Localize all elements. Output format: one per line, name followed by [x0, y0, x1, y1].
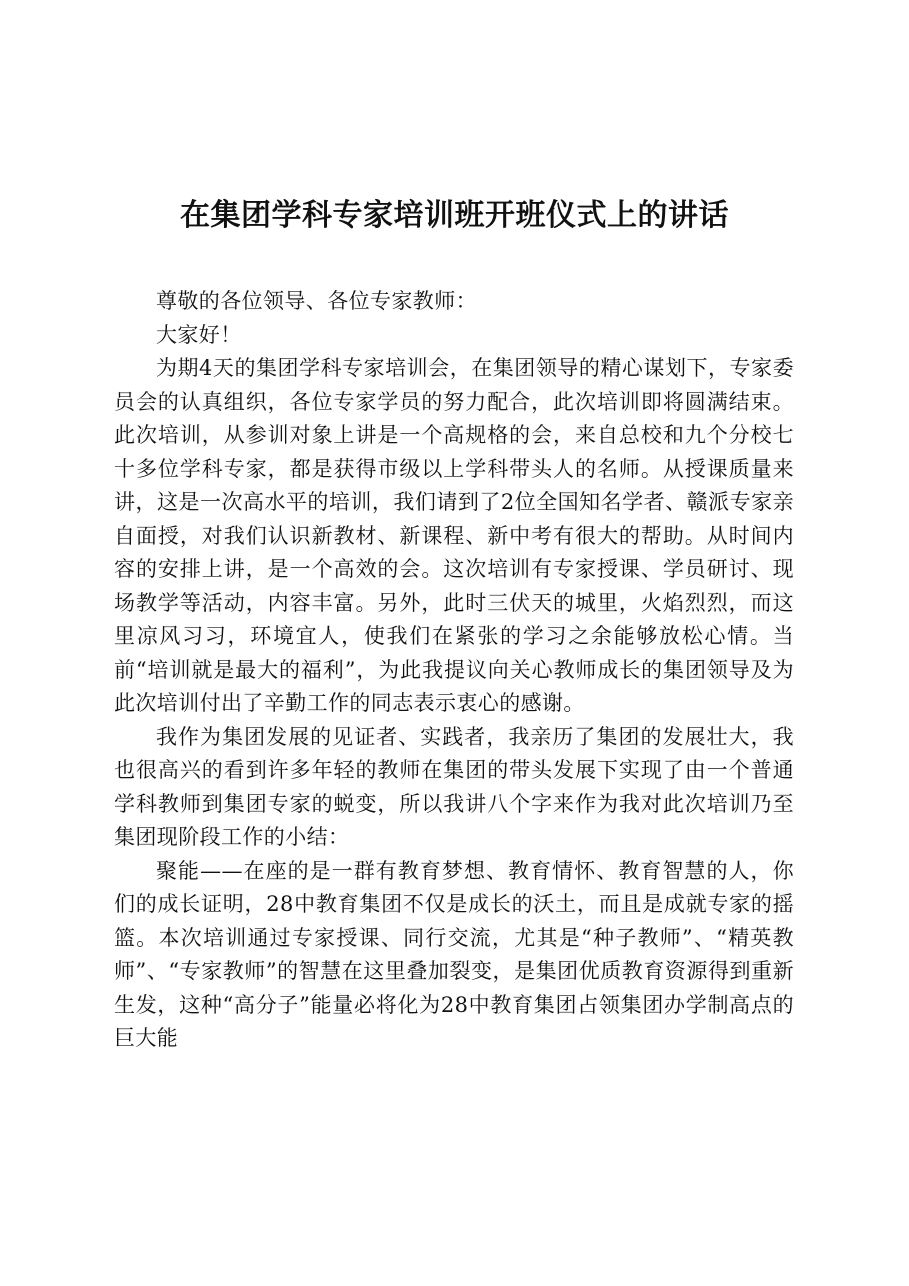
paragraph-1: 为期4天的集团学科专家培训会，在集团领导的精心谋划下，专家委员会的认真组织，各位专家学员的努力配合，此次培训即将圆满结束。此次培训，从参训对象上讲是一个高规格的会，来自总校和九个分校七十多位学科专家，都是获得市级以上学科带头人的名师。从授课质量来讲，这是一次高水平的培训，我们请到了2位全国知名学者、赣派专家亲自面授，对我们认识新教材、新课程、新中考有很大的帮助。从时间内容的安排上讲，是一个高效的会。这次培训有专家授课、学员研讨、现场教学等活动，内容丰富。另外，此时三伏天的城里，火焰烈烈，而这里凉风习习，环境宜人，使我们在紧张的学习之余能够放松心情。当前“培训就是最大的福利”，为此我提议向关心教师成长的集团领导及为此次培训付出了辛勤工作的同志表示衷心的感谢。 — [114, 356, 794, 715]
paragraph-2: 我作为集团发展的见证者、实践者，我亲历了集团的发展壮大，我也很高兴的看到许多年轻的教师在集团的带头发展下实现了由一个普通学科教师到集团专家的蜕变，所以我讲八个字来作为我对此次培训乃至集团现阶段工作的小结： — [114, 724, 794, 849]
salutation: 尊敬的各位领导、各位专家教师： — [156, 289, 477, 313]
document-title: 在集团学科专家培训班开班仪式上的讲话 — [180, 198, 729, 233]
document-body — [114, 285, 794, 1056]
paragraph-3: 聚能——在座的是一群有教育梦想、教育情怀、教育智慧的人，你们的成长证明，28中教育集团不仅是成长的沃土，而且是成就专家的摇篮。本次培训通过专家授课、同行交流，尤其是“种子教师”、“精英教师”、“专家教师”的智慧在这里叠加裂变，是集团优质教育资源得到重新生发，这种“高分子”能量必将化为28中教育集团占领集团办学制高点的巨大能 — [114, 858, 794, 1050]
greeting: 大家好！ — [156, 322, 242, 347]
